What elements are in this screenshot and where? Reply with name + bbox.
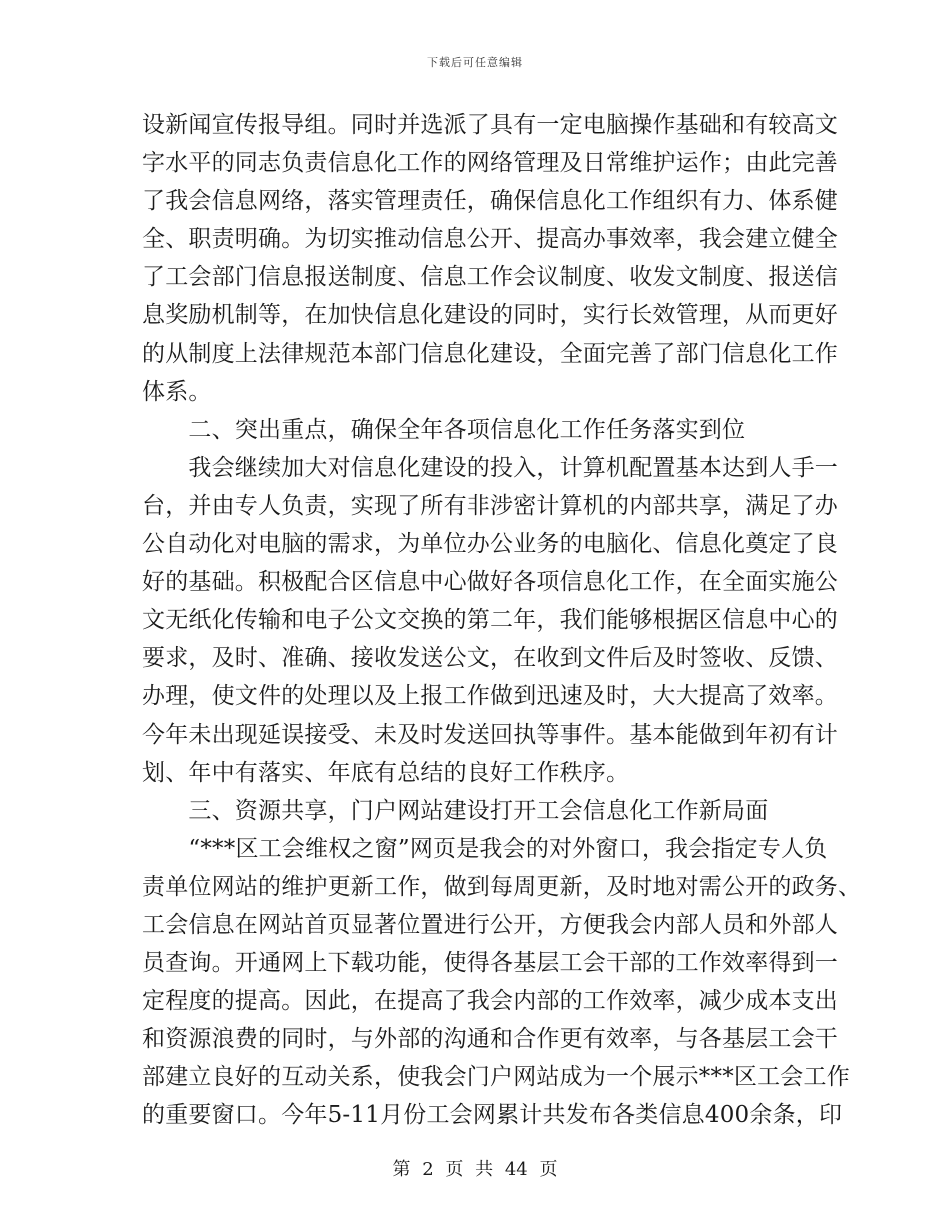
text-line: 全、职责明确。为切实推动信息公开、提高办事效率，我会建立健全 <box>142 226 838 253</box>
text-line: 要求，及时、准确、接收发送公文，在收到文件后及时签收、反馈、 <box>142 645 838 672</box>
text-line: 责单位网站的维护更新工作，做到每周更新，及时地对需公开的政务、 <box>142 873 862 900</box>
text-line: 息奖励机制等，在加快信息化建设的同时，实行长效管理，从而更好 <box>142 302 838 329</box>
text-line: “***区工会维权之窗”网页是我会的对外窗口，我会指定专人负 <box>142 835 828 862</box>
text-line: 办理，使文件的处理以及上报工作做到迅速及时，大大提高了效率。 <box>142 683 838 710</box>
text-line: 工会信息在网站首页显著位置进行公开，方便我会内部人员和外部人 <box>142 911 838 938</box>
text-line: 设新闻宣传报导组。同时并选派了具有一定电脑操作基础和有较高文 <box>142 112 838 138</box>
document-body <box>142 106 862 1135</box>
page-header: 下载后可任意编辑 <box>427 56 523 69</box>
text-line: 我会继续加大对信息化建设的投入，计算机配置基本达到人手一 <box>142 454 838 481</box>
text-line: 和资源浪费的同时，与外部的沟通和合作更有效率，与各基层工会干 <box>142 1026 838 1053</box>
text-line: 的从制度上法律规范本部门信息化建设，全面完善了部门信息化工作 <box>142 340 838 367</box>
text-line: 了工会部门信息报送制度、信息工作会议制度、收发文制度、报送信 <box>142 264 838 291</box>
text-line: 划、年中有落实、年底有总结的良好工作秩序。 <box>142 759 630 786</box>
text-line: 定程度的提高。因此，在提高了我会内部的工作效率，减少成本支出 <box>142 988 838 1015</box>
page-number-footer: 第 2 页 共 44 页 <box>392 1159 558 1180</box>
text-line: 二、突出重点，确保全年各项信息化工作任务落实到位 <box>142 416 746 443</box>
text-line: 部建立良好的互动关系，使我会门户网站成为一个展示***区工会工作 <box>142 1064 850 1091</box>
text-line: 了我会信息网络，落实管理责任，确保信息化工作组织有力、体系健 <box>142 188 838 215</box>
text-line: 好的基础。积极配合区信息中心做好各项信息化工作，在全面实施公 <box>142 569 838 596</box>
text-line: 公自动化对电脑的需求，为单位办公业务的电脑化、信息化奠定了良 <box>142 531 838 558</box>
text-line: 体系。 <box>142 378 212 405</box>
text-line: 的重要窗口。今年5-11月份工会网累计共发布各类信息400余条，印 <box>142 1102 843 1129</box>
text-line: 字水平的同志负责信息化工作的网络管理及日常维护运作；由此完善 <box>142 150 838 177</box>
text-line: 今年未出现延误接受、未及时发送回执等事件。基本能做到年初有计 <box>142 721 838 748</box>
text-line: 员查询。开通网上下载功能，使得各基层工会干部的工作效率得到一 <box>142 950 838 977</box>
text-line: 台，并由专人负责，实现了所有非涉密计算机的内部共享，满足了办 <box>142 492 838 519</box>
text-line: 文无纸化传输和电子公文交换的第二年，我们能够根据区信息中心的 <box>142 607 838 634</box>
text-line: 三、资源共享，门户网站建设打开工会信息化工作新局面 <box>142 797 769 824</box>
